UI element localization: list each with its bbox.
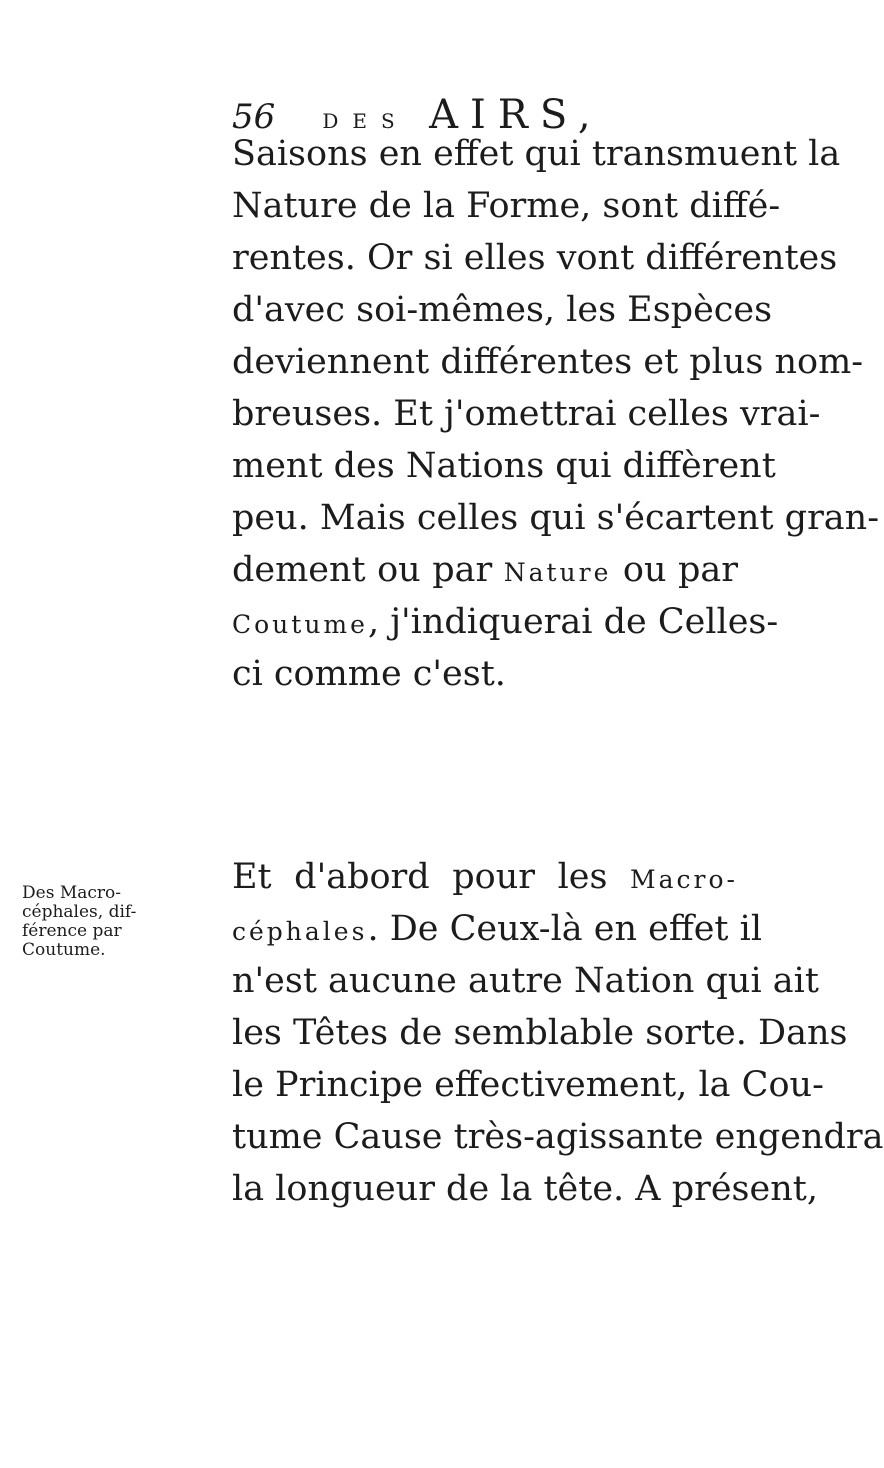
text-fragment: , j'indiquerai de Celles-: [367, 602, 779, 642]
margin-note: [22, 884, 232, 960]
text-line: rentes. Or si elles vont différentes: [232, 238, 838, 278]
text-line: le Principe effectivement, la Cou-: [232, 1065, 824, 1105]
text-line: tume Cause très-agissante engendra: [232, 1117, 884, 1157]
text-line: peu. Mais celles qui s'écartent gran-: [232, 498, 880, 538]
running-title-part: DES: [322, 109, 409, 133]
small-caps-term: céphales: [232, 917, 368, 946]
text-line: [232, 596, 779, 648]
text-fragment: . De Ceux-là en effet il: [367, 909, 763, 949]
small-caps-term: Coutume: [232, 610, 368, 639]
small-caps-term: Nature: [503, 558, 612, 587]
text-line: les Têtes de semblable sorte. Dans: [232, 1013, 848, 1053]
margin-note-line: férence par: [22, 921, 122, 941]
text-line: la longueur de la tête. A présent,: [232, 1169, 818, 1209]
text-line: [232, 544, 738, 596]
text-line: deviennent différentes et plus nom-: [232, 342, 864, 382]
running-title-initial: A: [429, 92, 470, 138]
margin-note-line: Coutume.: [22, 940, 106, 960]
text-line: Saisons en effet qui transmuent la: [232, 134, 841, 174]
running-title-part: IRS: [469, 92, 578, 138]
text-fragment: dement ou par: [232, 550, 493, 590]
text-line: breuses. Et j'omettrai celles vrai-: [232, 394, 821, 434]
text-line: ment des Nations qui diffèrent: [232, 446, 776, 486]
text-fragment: ou par: [622, 550, 738, 590]
margin-note-line: Des Macro-: [22, 883, 121, 903]
running-title-punctuation: ,: [577, 92, 603, 138]
text-line: n'est aucune autre Nation qui ait: [232, 961, 819, 1001]
text-fragment: Et d'abord pour les: [232, 857, 608, 897]
page-number: 56: [232, 97, 276, 137]
text-line: d'avec soi-mêmes, les Espèces: [232, 290, 773, 330]
small-caps-term: Macro-: [630, 865, 738, 894]
text-line: Nature de la Forme, sont diffé-: [232, 186, 781, 226]
text-line: ci comme c'est.: [232, 654, 506, 694]
text-line: [232, 851, 738, 903]
text-line: [232, 903, 763, 955]
margin-note-line: céphales, dif-: [22, 902, 137, 922]
